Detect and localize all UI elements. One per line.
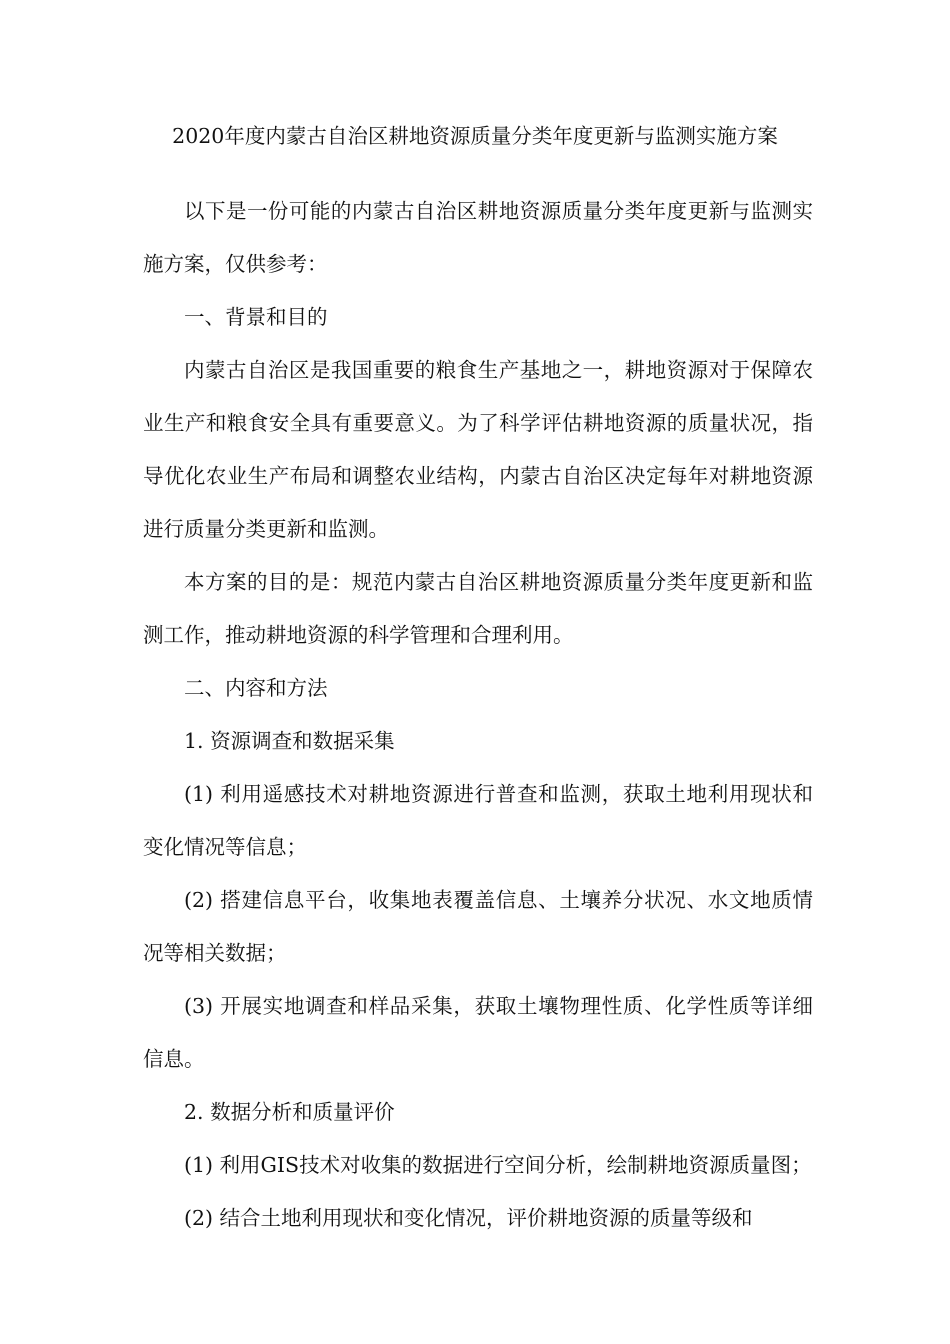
list-item: (1) 利用GIS技术对收集的数据进行空间分析，绘制耕地资源质量图； (184, 1153, 812, 1177)
section-heading-content-methods: 二、内容和方法 (184, 676, 328, 700)
intro-paragraph: 以下是一份可能的内蒙古自治区耕地资源质量分类年度更新与监测实施方案，仅供参考： (143, 199, 813, 276)
subsection-heading-survey: 1. 资源调查和数据采集 (184, 729, 395, 753)
document-body (143, 185, 813, 1245)
section-heading-background: 一、背景和目的 (184, 305, 328, 329)
list-item: (1) 利用遥感技术对耕地资源进行普查和监测，获取土地利用现状和变化情况等信息； (143, 782, 813, 859)
list-item: (2) 搭建信息平台，收集地表覆盖信息、土壤养分状况、水文地质情况等相关数据； (143, 888, 813, 965)
list-item: (3) 开展实地调查和样品采集，获取土壤物理性质、化学性质等详细信息。 (143, 994, 813, 1071)
document-title: 2020年度内蒙古自治区耕地资源质量分类年度更新与监测实施方案 (172, 124, 778, 148)
purpose-paragraph: 本方案的目的是：规范内蒙古自治区耕地资源质量分类年度更新和监测工作，推动耕地资源的科学管理和合理利用。 (143, 570, 813, 647)
list-item: (2) 结合土地利用现状和变化情况，评价耕地资源的质量等级和 (184, 1206, 753, 1230)
background-paragraph: 内蒙古自治区是我国重要的粮食生产基地之一，耕地资源对于保障农业生产和粮食安全具有重要意义。为了科学评估耕地资源的质量状况，指导优化农业生产布局和调整农业结构，内蒙古自治区决定每年对耕地资源进行质量分类更新和监测。 (143, 358, 813, 541)
subsection-heading-analysis: 2. 数据分析和质量评价 (184, 1100, 395, 1124)
